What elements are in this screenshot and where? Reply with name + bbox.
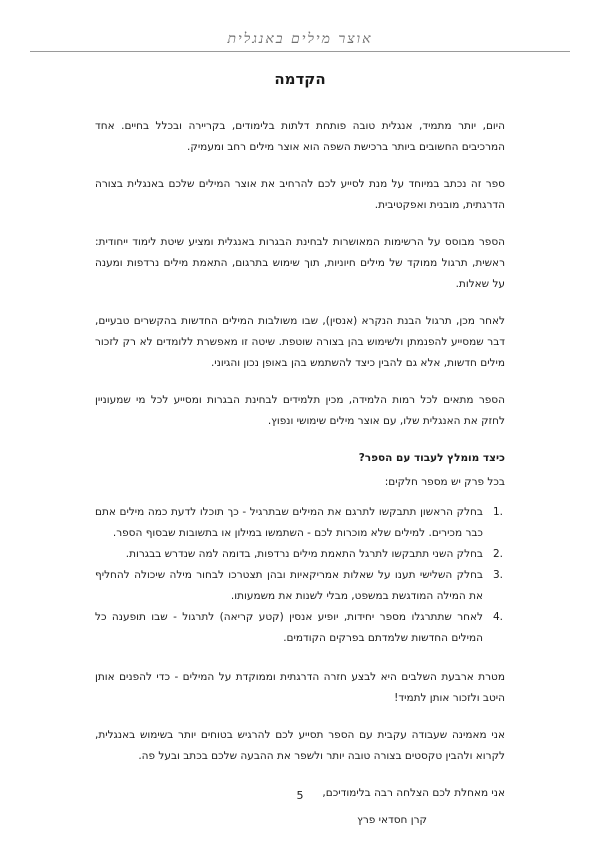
list-item — [95, 565, 505, 607]
list-item-text: בחלק השלישי תענו על שאלות אמריקאיות ובהן תצטרכו לבחור מילה שיכולה להחליף את המילה המודגשת במשפט, מבלי לשנות את משמעותו. — [95, 569, 483, 602]
list-item — [95, 502, 505, 544]
closing-paragraph: מטרת ארבעת השלבים היא לבצע חזרה הדרגתית וממוקדת על המילים - כדי להפנים אותן היטב ולזכור אותן לתמיד! — [95, 671, 505, 704]
page-title: הקדמה — [274, 70, 326, 88]
list-item-text: לאחר שתתרגלו מספר יחידות, יופיע אנסין (קטע קריאה) לתרגול - שבו תופענה כל המילים החדשות שלמדתם בפרקים הקודמים. — [95, 611, 483, 644]
page-body — [95, 116, 505, 831]
book-title: אוצר מילים באנגלית — [227, 31, 373, 47]
steps-list — [95, 502, 505, 649]
list-item-number: 1. — [492, 506, 503, 518]
intro-paragraph: הספר מתאים לכל רמות הלמידה, מכין תלמידים לבחינת הבגרות ומסייע לכל מי שמעוניין לחזק את האנגלית שלו, עם אוצר מילים שימושי ונפוץ. — [95, 394, 505, 427]
section-lead: בכל פרק יש מספר חלקים: — [384, 476, 505, 488]
signoff-line: אני מאחלת לכם הצלחה רבה בלימודיכם, — [322, 787, 505, 799]
author-signature: קרן חסדאי פרץ — [357, 814, 427, 826]
closing-paragraph: אני מאמינה שעבודה עקבית עם הספר תסייע לכם להרגיש בטוחים יותר בשימוש באנגלית, לקרוא ולהבין טקסטים בצורה טובה יותר ולשפר את ההבעה שלכם בכתב ובעל פה. — [95, 729, 505, 762]
list-item — [95, 544, 505, 565]
intro-paragraph: ספר זה נכתב במיוחד על מנת לסייע לכם להרחיב את אוצר המילים שלכם באנגלית בצורה הדרגתית, מובנית ואפקטיבית. — [95, 178, 505, 211]
list-item-number: 4. — [492, 611, 503, 623]
list-item-text: בחלק הראשון תתבקשו לתרגם את המילים שבתרגיל - כך תוכלו לדעת כמה מילים אתם כבר מכירים. למילים שלא מוכרות לכם - השתמשו במילון או בתשובות שבסוף הספר. — [95, 506, 483, 539]
running-header — [30, 28, 570, 48]
list-item-number: 2. — [492, 548, 503, 560]
header-divider — [30, 51, 570, 52]
section-heading: כיצד מומלץ לעבוד עם הספר? — [358, 452, 505, 464]
intro-paragraph: לאחר מכן, תרגול הבנת הנקרא (אנסין), שבו משולבות המילים החדשות בהקשרים טבעיים, דבר שמסייע להפנמתן ולשימוש בהן בצורה שוטפת. שיטה זו מאפשרת ללומדים לא רק לזכור מילים חדשות, אלא גם להבין כיצד להשתמש בהן באופן נכון והגיוני. — [95, 315, 505, 369]
list-item-number: 3. — [492, 569, 503, 581]
intro-paragraph: הספר מבוסס על הרשימות המאושרות לבחינת הבגרות באנגלית ומציע שיטת לימוד ייחודית: ראשית, תרגול ממוקד של מילים חיוניות, תוך שימוש בתרגום, התאמת מילים נרדפות ומענה על שאלות. — [95, 236, 505, 290]
page-number: 5 — [296, 789, 304, 802]
intro-paragraph: היום, יותר מתמיד, אנגלית טובה פותחת דלתות בלימודים, בקריירה ובכלל בחיים. אחד המרכיבים החשובים ביותר ברכישת השפה הוא אוצר מילים רחב ומעמיק. — [95, 120, 505, 153]
list-item-text: בחלק השני תתבקשו לתרגל התאמת מילים נרדפות, בדומה למה שנדרש בבגרות. — [125, 548, 483, 560]
list-item — [95, 607, 505, 649]
